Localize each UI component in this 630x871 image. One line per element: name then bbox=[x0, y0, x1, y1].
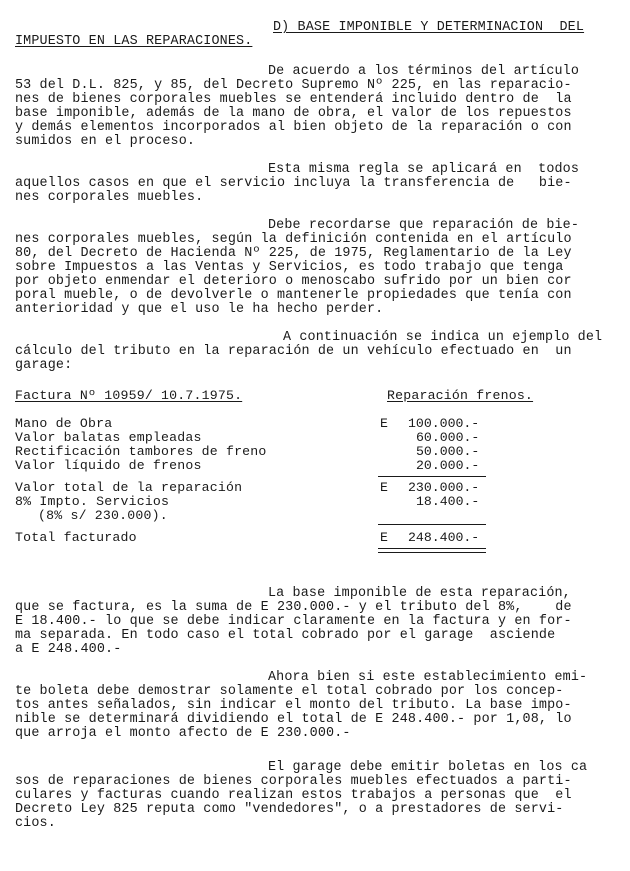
paragraph-line: cios. bbox=[15, 816, 56, 831]
invoice-row-label: Mano de Obra bbox=[15, 416, 113, 431]
paragraph-line: base imponible, además de la mano de obra, el valor de los repuestos bbox=[15, 106, 572, 121]
paragraph-line: aquellos casos en que el servicio incluya la transferencia de bie- bbox=[15, 176, 572, 191]
paragraph-line: Decreto Ley 825 reputa como "vendedores", o a prestadores de servi- bbox=[15, 802, 564, 817]
paragraph-line: E 18.400.- lo que se debe indicar claramente en la factura y en for- bbox=[15, 614, 572, 629]
paragraph-line: De acuerdo a los términos del artículo bbox=[268, 64, 580, 79]
currency-symbol: E bbox=[380, 416, 388, 431]
paragraph-line: La base imponible de esta reparación, bbox=[268, 586, 571, 601]
section-heading: D) BASE IMPONIBLE Y DETERMINACION DEL bbox=[273, 20, 585, 35]
subtotal-amount: 230.000.- bbox=[408, 480, 480, 495]
section-heading-continued: IMPUESTO EN LAS REPARACIONES. bbox=[15, 34, 253, 49]
paragraph-line: sobre Impuestos a las Ventas y Servicios, es todo trabajo que tenga bbox=[15, 260, 564, 275]
paragraph-line: por objeto enmendar el deterioro o menoscabo sufrido por un bien cor bbox=[15, 274, 572, 289]
subtotal-rule bbox=[378, 476, 486, 477]
paragraph-line: garage: bbox=[15, 358, 73, 373]
invoice-row-amount: 50.000.- bbox=[416, 444, 480, 459]
invoice-row-label: Valor líquido de frenos bbox=[15, 458, 202, 473]
paragraph-line: nible se determinará dividiendo el total de E 248.400.- por 1,08, lo bbox=[15, 712, 572, 727]
paragraph-line: A continuación se indica un ejemplo del bbox=[283, 330, 603, 345]
subtotal-label: Valor total de la reparación bbox=[15, 480, 243, 495]
paragraph-line: ma separada. En todo caso el total cobrado por el garage asciende bbox=[15, 628, 556, 643]
tax-amount: 18.400.- bbox=[416, 494, 480, 509]
paragraph-line: nes de bienes corporales muebles se entenderá incluido dentro de la bbox=[15, 92, 572, 107]
paragraph-line: cálculo del tributo en la reparación de un vehículo efectuado en un bbox=[15, 344, 572, 359]
paragraph-line: que se factura, es la suma de E 230.000.- y el tributo del 8%, de bbox=[15, 600, 572, 615]
paragraph-line: tos antes señalados, sin indicar el monto del tributo. La base impo- bbox=[15, 698, 572, 713]
paragraph-line: 53 del D.L. 825, y 85, del Decreto Supremo Nº 225, en las reparacio- bbox=[15, 78, 572, 93]
paragraph-line: y demás elementos incorporados al bien objeto de la reparación o con bbox=[15, 120, 572, 135]
paragraph-line: te boleta debe demostrar solamente el total cobrado por los concep- bbox=[15, 684, 564, 699]
total-label: Total facturado bbox=[15, 530, 137, 545]
tax-label: 8% Impto. Servicios bbox=[15, 494, 170, 509]
total-amount: 248.400.- bbox=[408, 530, 480, 545]
tax-note: (8% s/ 230.000). bbox=[38, 508, 168, 523]
total-rule bbox=[378, 524, 486, 525]
paragraph-line: poral mueble, o de devolverle o mantenerle propiedades que tenía con bbox=[15, 288, 572, 303]
paragraph-line: que arroja el monto afecto de E 230.000.- bbox=[15, 726, 351, 741]
invoice-row-amount: 100.000.- bbox=[408, 416, 480, 431]
total-double-rule bbox=[378, 552, 486, 553]
invoice-subtitle: Reparación frenos. bbox=[387, 388, 534, 403]
paragraph-line: nes corporales muebles, según la definición contenida en el artículo bbox=[15, 232, 572, 247]
invoice-row-amount: 20.000.- bbox=[416, 458, 480, 473]
paragraph-line: Ahora bien si este establecimiento emi- bbox=[268, 670, 588, 685]
paragraph-line: nes corporales muebles. bbox=[15, 190, 204, 205]
invoice-row-label: Valor balatas empleadas bbox=[15, 430, 202, 445]
paragraph-line: Debe recordarse que reparación de bie- bbox=[268, 218, 580, 233]
invoice-row-amount: 60.000.- bbox=[416, 430, 480, 445]
paragraph-line: culares y facturas cuando realizan estos trabajos a personas que el bbox=[15, 788, 572, 803]
paragraph-line: anterioridad y que el uso le ha hecho perder. bbox=[15, 302, 384, 317]
currency-symbol: E bbox=[380, 480, 388, 495]
total-double-rule bbox=[378, 548, 486, 549]
paragraph-line: 80, del Decreto de Hacienda Nº 225, de 1975, Reglamentario de la Ley bbox=[15, 246, 572, 261]
invoice-row-label: Rectificación tambores de freno bbox=[15, 444, 267, 459]
paragraph-line: a E 248.400.- bbox=[15, 642, 122, 657]
invoice-title: Factura Nº 10959/ 10.7.1975. bbox=[15, 388, 243, 403]
paragraph-line: sumidos en el proceso. bbox=[15, 134, 196, 149]
paragraph-line: El garage debe emitir boletas en los ca bbox=[268, 760, 588, 775]
currency-symbol: E bbox=[380, 530, 388, 545]
paragraph-line: sos de reparaciones de bienes corporales muebles efectuados a parti- bbox=[15, 774, 572, 789]
paragraph-line: Esta misma regla se aplicará en todos bbox=[268, 162, 580, 177]
